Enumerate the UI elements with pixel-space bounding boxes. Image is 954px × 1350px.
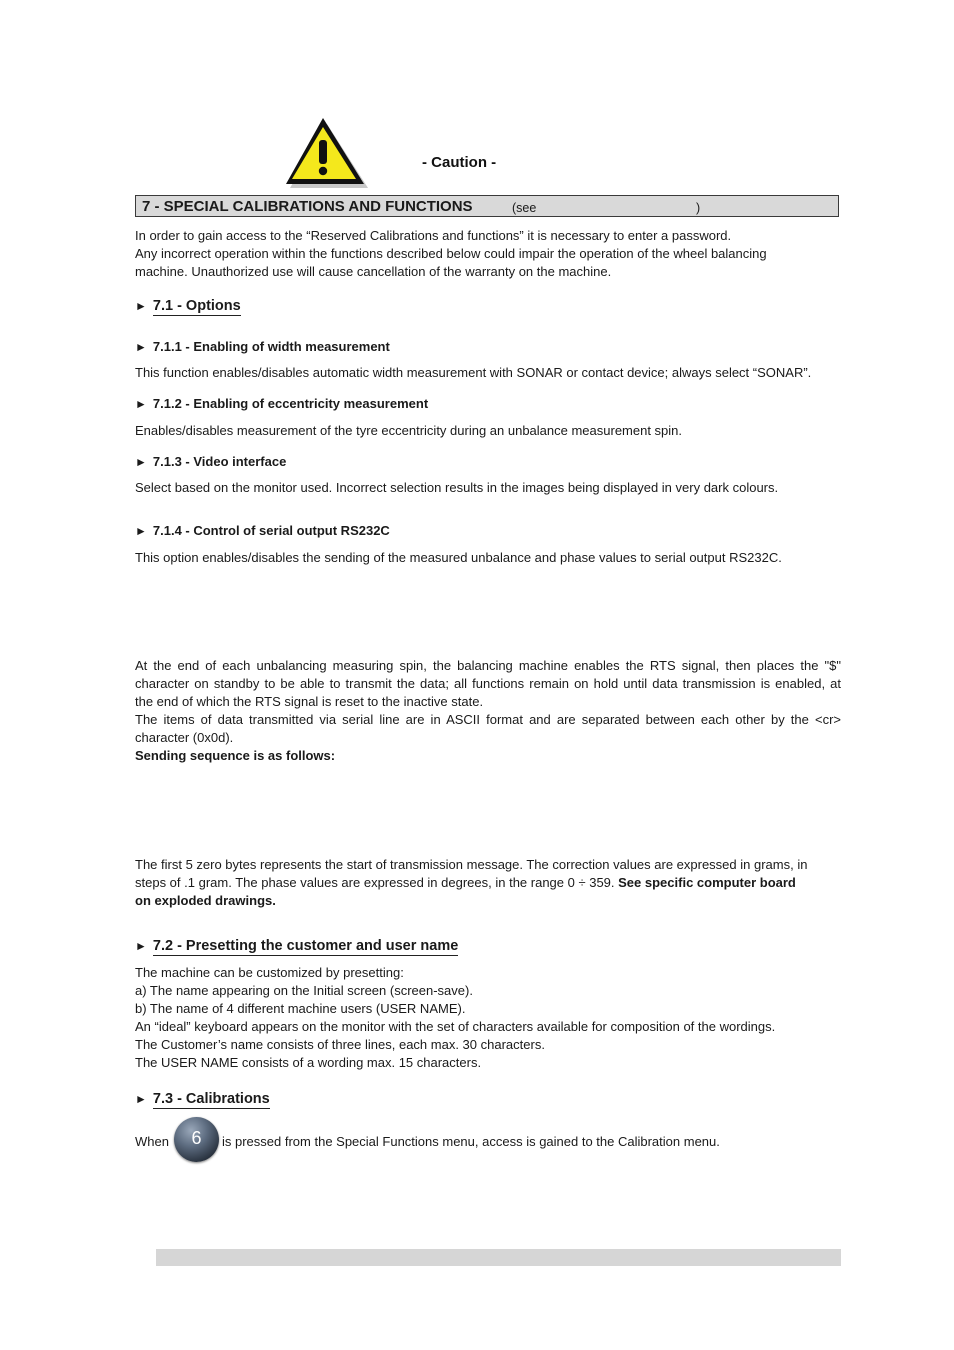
text-line: Enables/disables measurement of the tyre eccentricity during an unbalance measurement spin.	[135, 423, 683, 438]
heading-7-1-4	[135, 523, 390, 538]
text-line: Select based on the monitor used. Incorrect selection results in the images being displayed in very dark colours.	[135, 480, 779, 495]
arrow-right-icon: ►	[135, 524, 147, 538]
heading-7-3	[135, 1091, 270, 1107]
text-7-1-4	[135, 549, 841, 567]
text-7-1-1	[135, 364, 841, 382]
intro-paragraph	[135, 227, 841, 281]
calibration-text: is pressed from the Special Functions menu, access is gained to the Calibration menu.	[222, 1134, 720, 1149]
heading-7-1-1	[135, 339, 390, 354]
text-7-2	[135, 964, 841, 1072]
footer-bar	[156, 1249, 841, 1266]
arrow-right-icon: ►	[135, 939, 147, 953]
heading-7-1-2	[135, 396, 428, 411]
rts-paragraph	[135, 657, 841, 765]
text-7-1-2	[135, 422, 841, 440]
text-line: b) The name of 4 different machine users (USER NAME).	[135, 1001, 466, 1016]
rts-line: character on standby to be able to transmit the data; all functions remain on hold until data transmission is enabled, at	[135, 676, 841, 691]
text-line: The machine can be customized by presetting:	[135, 965, 404, 980]
zero-bytes-bold: See specific computer board	[618, 875, 796, 890]
arrow-right-icon: ►	[135, 397, 147, 411]
zero-bytes-paragraph	[135, 856, 841, 910]
arrow-right-icon: ►	[135, 455, 147, 469]
section-see-ref: (see	[512, 201, 537, 215]
key-6-button-icon	[174, 1117, 219, 1162]
heading-7-1	[135, 298, 241, 314]
heading-7-3-text: 7.3 - Calibrations	[152, 1091, 270, 1107]
text-line: The Customer’s name consists of three lines, each max. 30 characters.	[135, 1037, 545, 1052]
rts-line: At the end of each unbalancing measuring spin, the balancing machine enables the RTS signal, then places the "$"	[135, 658, 841, 673]
intro-line: machine. Unauthorized use will cause cancellation of the warranty on the machine.	[135, 264, 612, 279]
key-6-label: 6	[191, 1128, 202, 1148]
intro-line: In order to gain access to the “Reserved Calibrations and functions” it is necessary to enter a password.	[135, 228, 732, 243]
text-line: This option enables/disables the sending of the measured unbalance and phase values to serial output RS232C.	[135, 550, 782, 565]
text-7-1-3	[135, 479, 841, 497]
rts-line: the end of which the RTS signal is reset to the inactive state.	[135, 694, 484, 709]
heading-7-1-text: 7.1 - Options	[152, 298, 241, 314]
zero-bytes-text: steps of .1 gram. The phase values are expressed in degrees, in the range 0 ÷ 359.	[135, 875, 619, 890]
rts-line: The items of data transmitted via serial line are in ASCII format and are separated between each other by the <cr>	[135, 712, 841, 727]
heading-7-2-text: 7.2 - Presetting the customer and user name	[152, 938, 459, 954]
zero-bytes-line	[135, 874, 841, 892]
section-see-close: )	[696, 201, 701, 215]
arrow-right-icon: ►	[135, 1092, 147, 1106]
text-line: a) The name appearing on the Initial screen (screen-save).	[135, 983, 473, 998]
warning-triangle-icon	[284, 116, 370, 188]
heading-7-1-3	[135, 454, 286, 469]
when-text: When	[135, 1134, 169, 1149]
text-line: This function enables/disables automatic width measurement with SONAR or contact device; always select “SONAR”.	[135, 365, 812, 380]
zero-bytes-line: The first 5 zero bytes represents the start of transmission message. The correction values are expressed in grams, in	[135, 857, 808, 872]
text-line: An “ideal” keyboard appears on the monitor with the set of characters available for composition of the wordings.	[135, 1019, 776, 1034]
heading-7-1-1-text: 7.1.1 - Enabling of width measurement	[152, 339, 390, 354]
heading-7-1-3-text: 7.1.3 - Video interface	[152, 454, 287, 469]
heading-7-1-2-text: 7.1.2 - Enabling of eccentricity measurement	[152, 396, 429, 411]
sending-sequence-label: Sending sequence is as follows:	[135, 748, 336, 763]
heading-7-2	[135, 938, 458, 954]
heading-7-1-4-text: 7.1.4 - Control of serial output RS232C	[152, 523, 390, 538]
rts-line: character (0x0d).	[135, 730, 234, 745]
caution-label: - Caution -	[422, 154, 497, 171]
arrow-right-icon: ►	[135, 299, 147, 313]
intro-line: Any incorrect operation within the functions described below could impair the operation of the wheel balancing	[135, 246, 767, 261]
text-line: The USER NAME consists of a wording max. 15 characters.	[135, 1055, 482, 1070]
zero-bytes-line: on exploded drawings.	[135, 893, 276, 908]
section-title: 7 - SPECIAL CALIBRATIONS AND FUNCTIONS	[142, 198, 473, 215]
arrow-right-icon: ►	[135, 340, 147, 354]
section-heading-bar	[135, 195, 839, 217]
